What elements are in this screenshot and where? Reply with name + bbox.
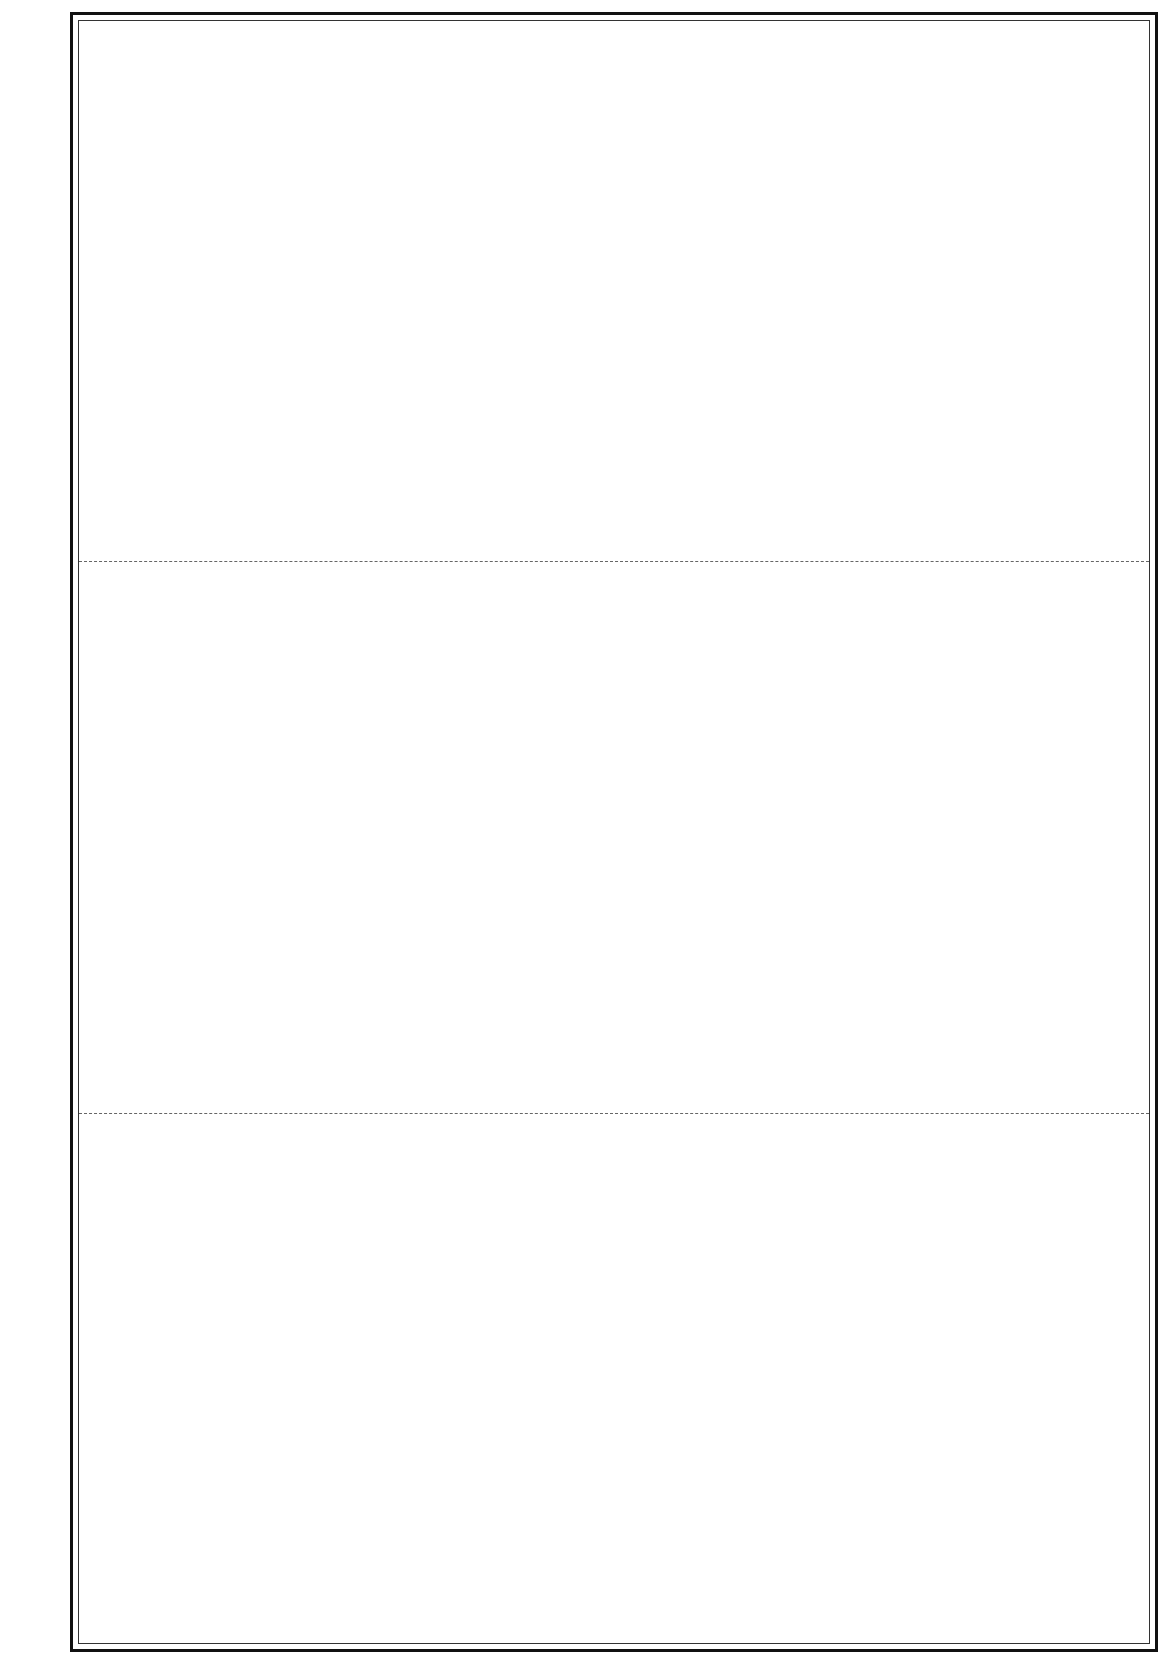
middle-text-block [73, 567, 1155, 1107]
top-text-block [73, 15, 1155, 555]
page-frame [70, 12, 1158, 1652]
divider-top [79, 561, 1149, 562]
bottom-text-block [73, 1119, 1155, 1641]
divider-bottom [79, 1113, 1149, 1114]
